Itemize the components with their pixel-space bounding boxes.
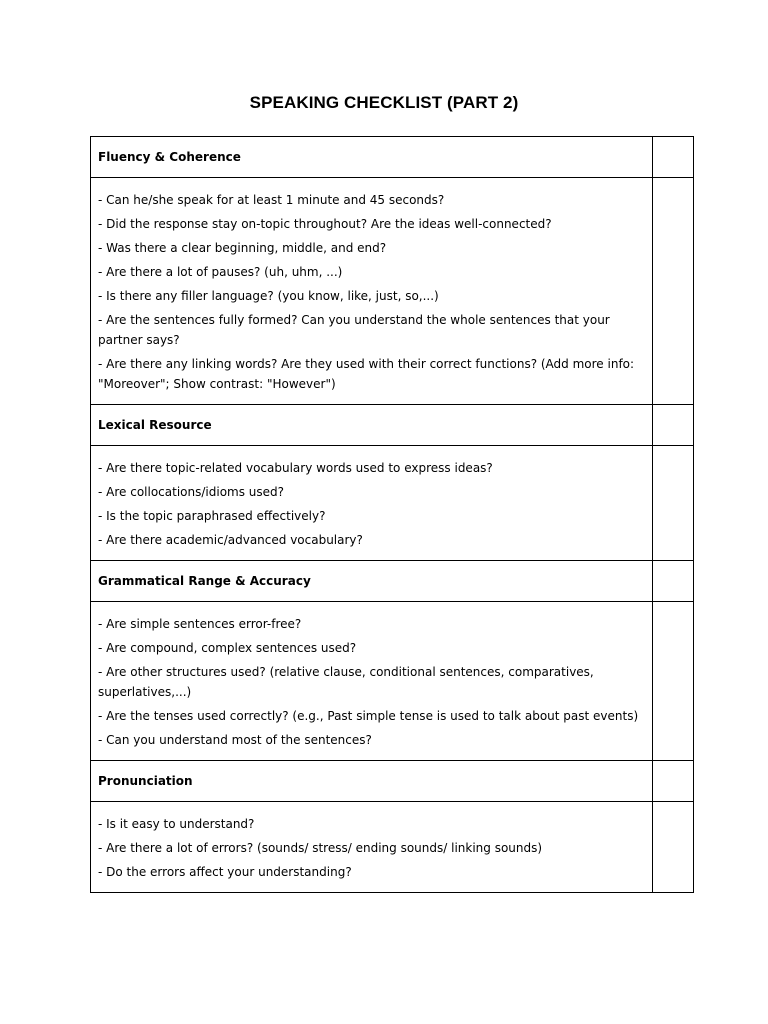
section-header-pronunciation (91, 761, 694, 802)
checklist-table (90, 136, 694, 893)
question-item: - Are the sentences fully formed? Can you understand the whole sentences that your partner says? (98, 313, 610, 347)
question-list (98, 602, 645, 760)
question-item: - Are there topic-related vocabulary words used to express ideas? (98, 461, 493, 475)
section-heading: Pronunciation (91, 761, 653, 802)
question-item: - Are there a lot of pauses? (uh, uhm, ...) (98, 265, 343, 279)
section-header-fluency (91, 137, 694, 178)
question-item: - Are other structures used? (relative clause, conditional sentences, comparatives, superlatives,...) (98, 665, 594, 699)
checkbox-cell[interactable] (653, 761, 694, 802)
section-items-pronunciation (91, 802, 694, 893)
question-item: - Is there any filler language? (you know, like, just, so,...) (98, 289, 439, 303)
checkbox-cell[interactable] (653, 178, 694, 405)
section-header-lexical (91, 405, 694, 446)
page-title: SPEAKING CHECKLIST (PART 2) (249, 93, 519, 112)
section-items-fluency (91, 178, 694, 405)
checkbox-cell[interactable] (653, 802, 694, 893)
checkbox-cell[interactable] (653, 405, 694, 446)
question-item: - Are there a lot of errors? (sounds/ stress/ ending sounds/ linking sounds) (98, 841, 543, 855)
question-item: - Are there academic/advanced vocabulary? (98, 533, 363, 547)
section-heading: Grammatical Range & Accuracy (91, 561, 653, 602)
question-item: - Is the topic paraphrased effectively? (98, 509, 326, 523)
question-item: - Are collocations/idioms used? (98, 485, 285, 499)
question-item: - Can you understand most of the sentences? (98, 733, 372, 747)
question-item: - Are there any linking words? Are they used with their correct functions? (Add more info: "Moreover"; Show contrast: "However") (98, 357, 635, 391)
question-list (98, 446, 645, 560)
question-item: - Are compound, complex sentences used? (98, 641, 357, 655)
checkbox-cell[interactable] (653, 137, 694, 178)
section-heading: Lexical Resource (91, 405, 653, 446)
section-header-grammar (91, 561, 694, 602)
question-item: - Are the tenses used correctly? (e.g., Past simple tense is used to talk about past events) (98, 709, 639, 723)
question-item: - Are simple sentences error-free? (98, 617, 302, 631)
checkbox-cell[interactable] (653, 602, 694, 761)
checkbox-cell[interactable] (653, 561, 694, 602)
checkbox-cell[interactable] (653, 446, 694, 561)
question-item: - Is it easy to understand? (98, 817, 255, 831)
question-item: - Was there a clear beginning, middle, and end? (98, 241, 387, 255)
question-item: - Can he/she speak for at least 1 minute and 45 seconds? (98, 193, 445, 207)
question-list (98, 802, 645, 892)
section-items-grammar (91, 602, 694, 761)
section-heading: Fluency & Coherence (91, 137, 653, 178)
question-list (98, 178, 645, 404)
question-item: - Did the response stay on-topic throughout? Are the ideas well-connected? (98, 217, 552, 231)
section-items-lexical (91, 446, 694, 561)
question-item: - Do the errors affect your understanding? (98, 865, 352, 879)
